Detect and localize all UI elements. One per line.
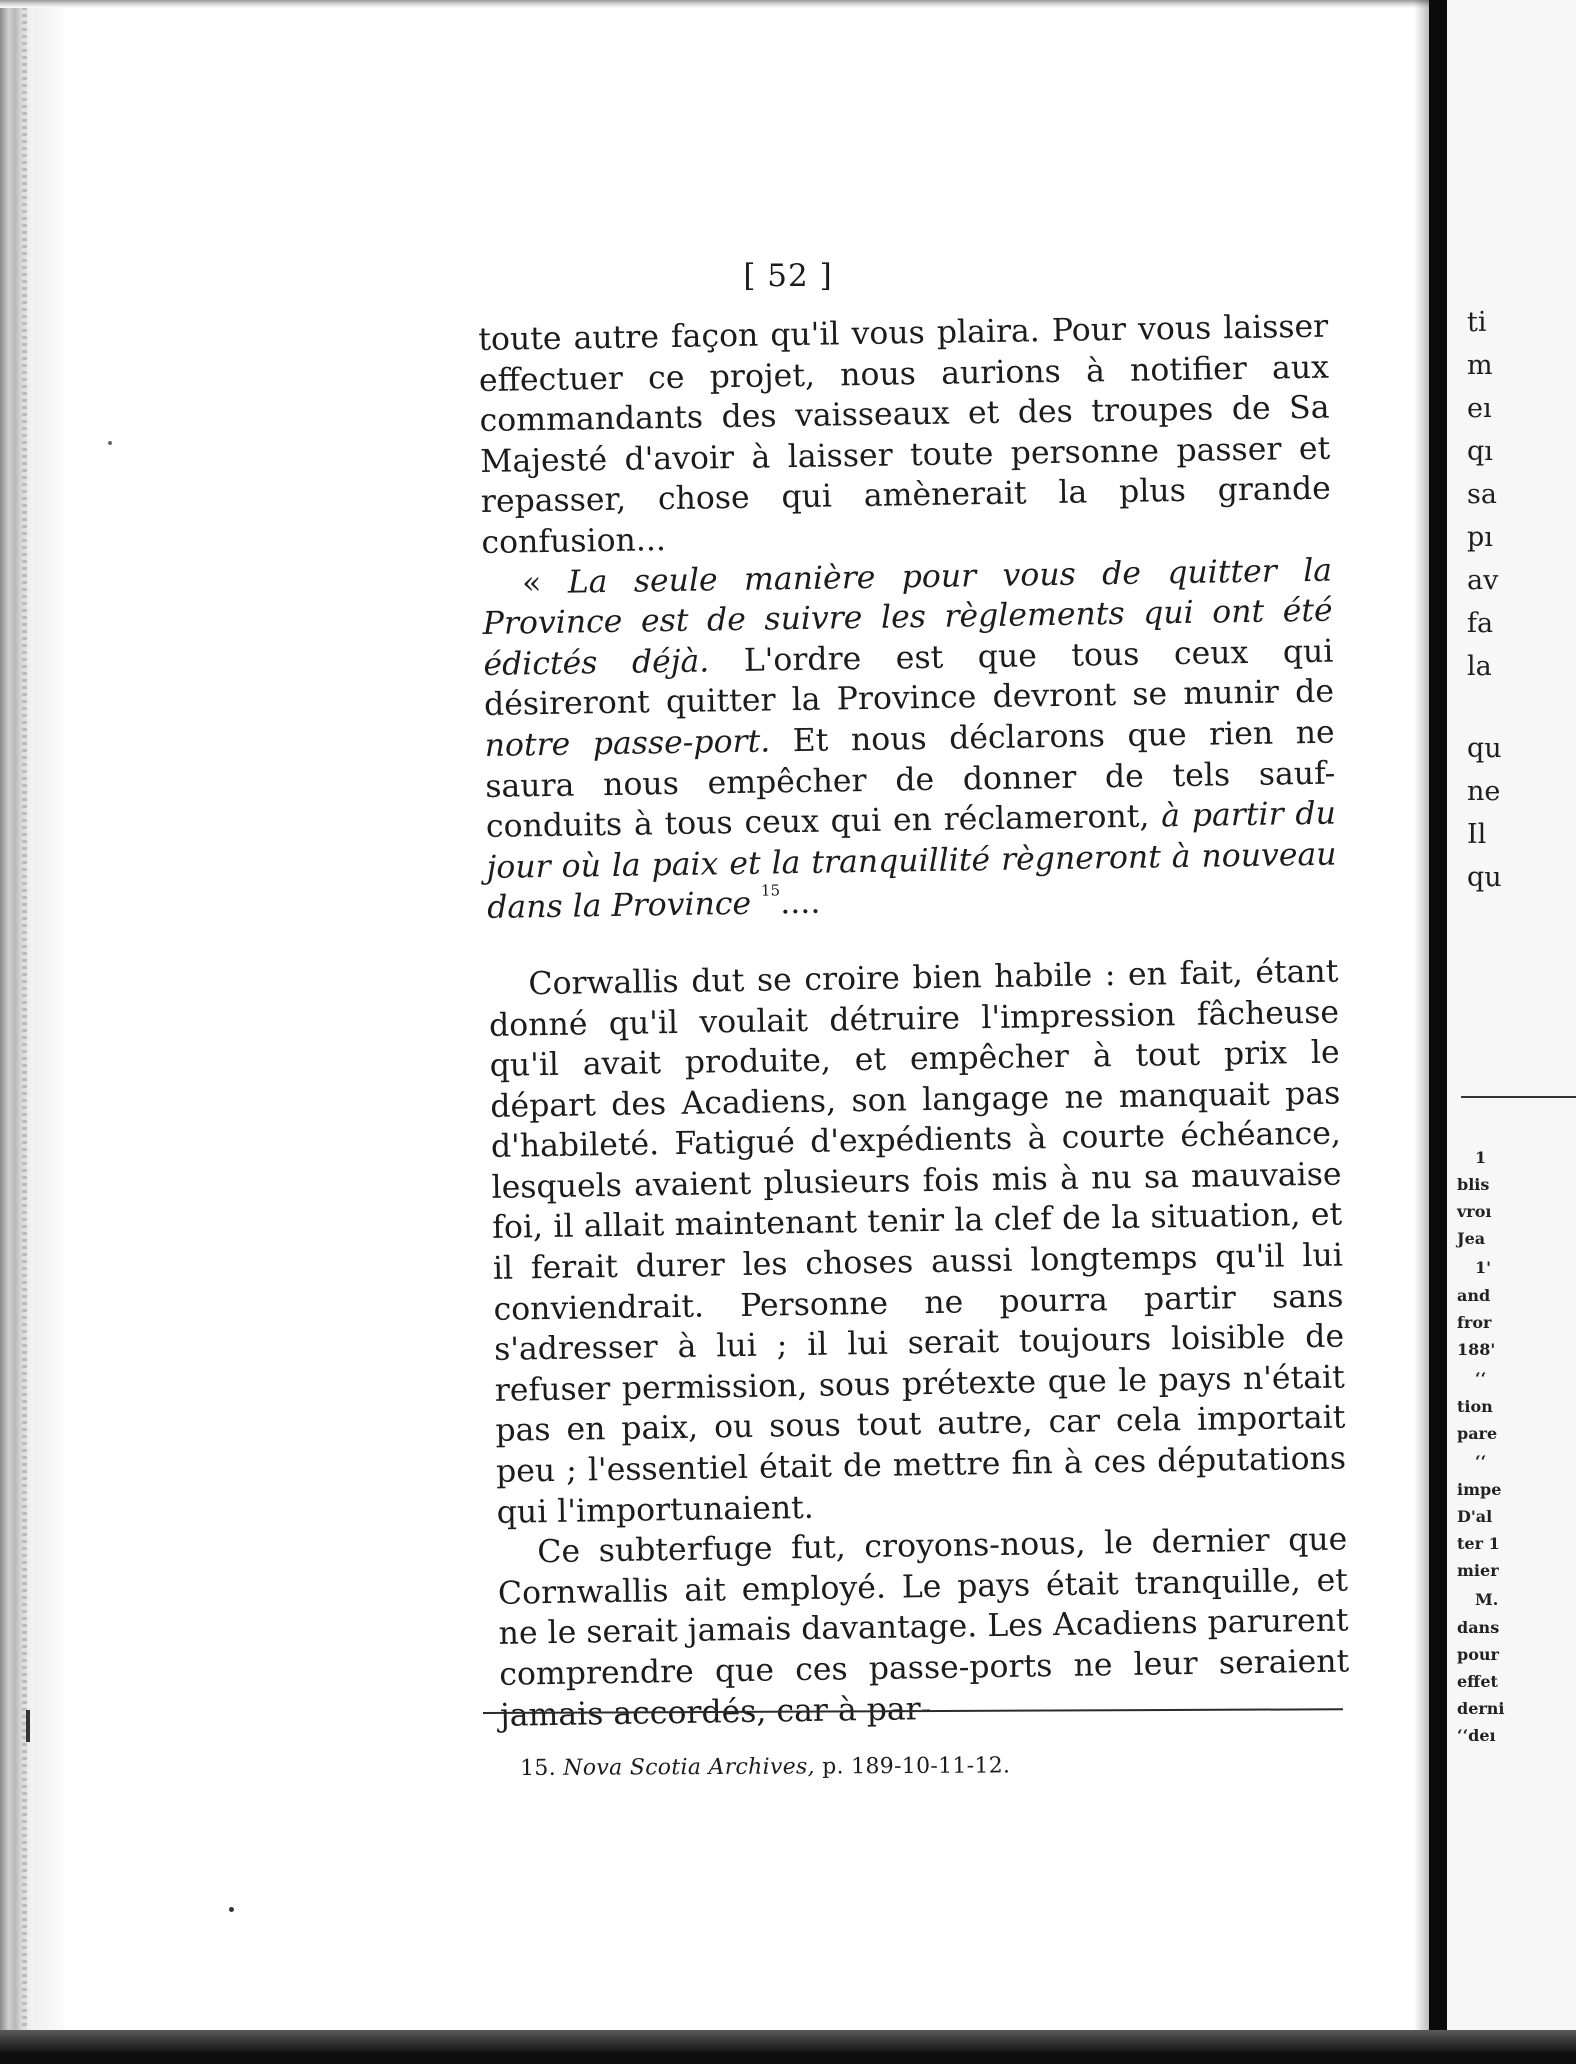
- facing-note: pour: [1457, 1645, 1499, 1664]
- facing-note: ‘‘: [1475, 1452, 1487, 1471]
- facing-line: sa: [1467, 479, 1497, 510]
- facing-note: vroı: [1457, 1202, 1492, 1221]
- book-edge-left: [0, 0, 34, 2064]
- binding-mark: [26, 1710, 30, 1742]
- facing-note: dans: [1457, 1618, 1500, 1637]
- book-spine: [1429, 0, 1447, 2064]
- facing-note: Jea: [1457, 1229, 1486, 1248]
- facing-line: eı: [1467, 393, 1492, 424]
- quote-text: L'ordre est que tous ceux qui désireront quitter la Province devront se munir de: [483, 633, 1335, 724]
- facing-line: ne: [1467, 776, 1501, 807]
- facing-line: fa: [1467, 608, 1494, 639]
- ink-speck: [108, 441, 112, 445]
- facing-line: m: [1467, 350, 1493, 381]
- facing-note: tion: [1457, 1397, 1493, 1416]
- facing-note: pare: [1457, 1424, 1498, 1443]
- footnote-reference: 15: [760, 881, 781, 900]
- body-text: [478, 307, 1350, 1736]
- paragraph: Corwallis dut se croire bien habile : en fait, étant donné qu'il voulait détruire l'impression fâcheuse qu'il avait produite, et empêcher à tout prix le départ des Acadiens, son langage ne manquait pas d'habileté. Fatigué d'expédients à courte échéance, lesquels avaient plusieurs fois mis à nu sa mauvaise foi, il allait maintenant tenir la clef de la situation, et il ferait durer les choses aussi longtemps qu'il lui conviendrait. Personne ne pourra partir sans s'adresser à lui ; il lui serait toujours loisible de refuser permission, sous prétexte que le pays n'était pas en paix, ou sous tout autre, car cela importait peu ; l'essentiel était de mettre fin à ces députations qui l'importunaient.: [488, 953, 1347, 1531]
- quote-italic: notre passe-port.: [484, 723, 771, 764]
- facing-note: 1: [1475, 1148, 1487, 1167]
- book-edge-top: [0, 0, 1448, 8]
- quote-mark: «: [521, 564, 569, 601]
- facing-line: qı: [1467, 436, 1493, 467]
- quote-italic: à partir du jour où la paix et la tranquillité règneront à nouveau dans la Province: [486, 795, 1337, 927]
- quote-ellipsis: ....: [779, 885, 821, 922]
- facing-note: mier: [1457, 1561, 1499, 1580]
- facing-footnote-rule: [1461, 1096, 1576, 1098]
- facing-line: av: [1467, 565, 1499, 596]
- page-number: [ 52 ]: [743, 258, 833, 294]
- facing-note: impe: [1457, 1480, 1502, 1499]
- facing-note: D'al: [1457, 1507, 1493, 1526]
- book-edge-bottom: [0, 2030, 1576, 2064]
- facing-line: qu: [1467, 862, 1502, 893]
- footnote-number: 15.: [520, 1755, 557, 1781]
- footnote: [520, 1753, 1010, 1781]
- facing-line: Il: [1467, 819, 1487, 850]
- facing-note: blis: [1457, 1175, 1490, 1194]
- spine-shadow: [1414, 0, 1430, 2064]
- facing-note: M.: [1475, 1590, 1499, 1609]
- paragraph: toute autre façon qu'il vous plaira. Pour vous laisser effectuer ce projet, nous aurions à notifier aux commandants des vaisseaux et des troupes de Sa Majesté d'avoir à laisser toute personne passer et repasser, chose qui amènerait la plus grande confusion...: [478, 308, 1332, 561]
- facing-note: ter 1: [1457, 1534, 1500, 1553]
- facing-note: 188': [1457, 1340, 1496, 1359]
- quote-text: Et nous déclarons que rien ne saura nous empêcher de donner de tels sauf-conduits à tous ceux qui en réclameront,: [485, 714, 1336, 846]
- facing-page: [1447, 0, 1576, 2064]
- facing-note: effet: [1457, 1672, 1498, 1691]
- page-margin-left: [34, 0, 64, 2064]
- facing-note: 1': [1475, 1258, 1492, 1277]
- quote-italic: La seule manière pour vous de quitter la Province est de suivre les règlements qui ont été édictés déjà.: [482, 552, 1333, 683]
- paragraph: Ce subterfuge fut, croyons-nous, le dernier que Cornwallis ait employé. Le pays était tranquille, et ne le serait jamais davantage. Les Acadiens parurent comprendre que ces passe-ports ne leur seraient jamais accordés, car à par-: [497, 1521, 1350, 1734]
- facing-note: ‘‘deı: [1457, 1726, 1496, 1745]
- facing-line: la: [1467, 651, 1492, 682]
- facing-note: derni: [1457, 1699, 1505, 1718]
- facing-note: fror: [1457, 1313, 1492, 1332]
- facing-line: pı: [1467, 522, 1493, 553]
- facing-line: ti: [1467, 307, 1487, 338]
- footnote-pages: p. 189-10-11-12.: [822, 1753, 1011, 1780]
- footnote-title: Nova Scotia Archives,: [563, 1754, 815, 1781]
- facing-line: qu: [1467, 733, 1502, 764]
- quote-paragraph: [482, 550, 1338, 929]
- facing-note: ‘‘: [1475, 1369, 1487, 1388]
- facing-note: and: [1457, 1286, 1491, 1305]
- ink-speck: [229, 1907, 234, 1912]
